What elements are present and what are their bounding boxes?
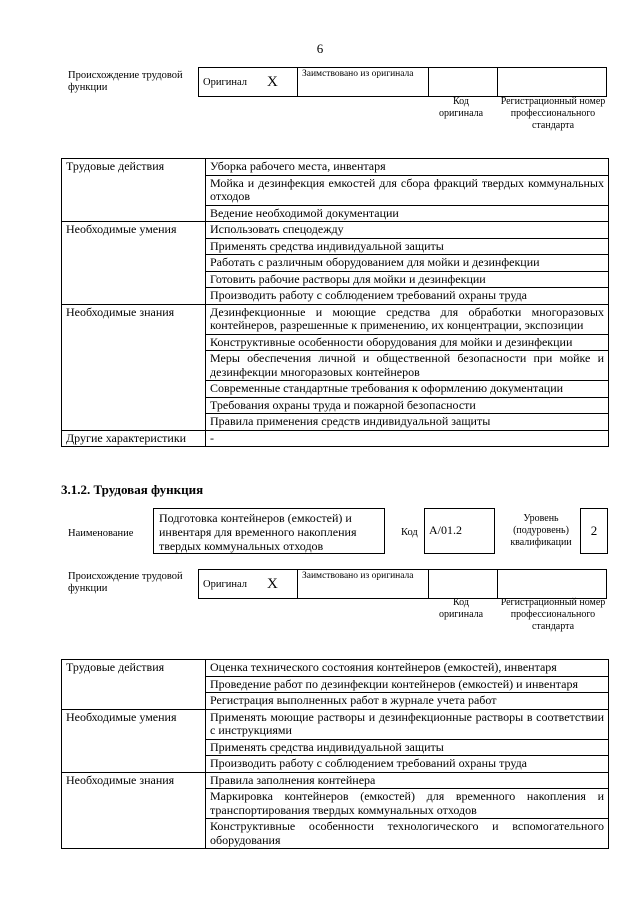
name-label: Наименование: [68, 528, 134, 539]
other-characteristics-label: Другие характеристики: [62, 430, 206, 447]
table-row: Применять средства индивидуальной защиты: [206, 739, 609, 756]
original-label: Оригинал: [199, 570, 264, 599]
skills-label: Необходимые умения: [62, 709, 206, 772]
origin-label: Происхождение трудовой функции: [68, 70, 183, 93]
skills-label: Необходимые умения: [62, 222, 206, 305]
table-row: Правила применения средств индивидуальной защиты: [206, 414, 609, 431]
reg-caption: Регистрационный номер профессионального стандарта: [500, 96, 606, 131]
kod-label: Код: [401, 527, 418, 538]
knowledge-label: Необходимые знания: [62, 304, 206, 430]
table-row: Применять средства индивидуальной защиты: [206, 238, 609, 255]
table-row: Использовать спецодежду: [206, 222, 609, 239]
table-row: Правила заполнения контейнера: [206, 772, 609, 789]
table-row: Регистрация выполненных работ в журнале учета работ: [206, 693, 609, 710]
code-cell: [429, 570, 498, 599]
borrowed-label: Заимствовано из оригинала: [298, 68, 429, 97]
table-row: Уборка рабочего места, инвентаря: [206, 159, 609, 176]
original-mark: X: [263, 68, 298, 97]
table-row: Маркировка контейнеров (емкостей) для временного накопления и транспортирования твердых коммунальных отходов: [206, 789, 609, 819]
code-caption: Код оригинала: [438, 96, 484, 119]
table-row: Работать с различным оборудованием для мойки и дезинфекции: [206, 255, 609, 272]
table-row: Конструктивные особенности технологического и вспомогательного оборудования: [206, 819, 609, 849]
kod-value: A/01.2: [424, 508, 495, 554]
labor-function-table-2: [61, 659, 609, 849]
page-number: 6: [316, 41, 324, 56]
table-row: Производить работу с соблюдением требований охраны труда: [206, 756, 609, 773]
labor-actions-label: Трудовые действия: [62, 660, 206, 710]
table-row: Меры обеспечения личной и общественной безопасности при мойке и дезинфекции многоразовых контейнеров: [206, 351, 609, 381]
level-label: Уровень (подуровень) квалификации: [510, 513, 572, 548]
origin-table: [198, 569, 607, 599]
reg-number-cell: [498, 570, 607, 599]
labor-function-table-1: [61, 158, 609, 447]
original-label: Оригинал: [199, 68, 264, 97]
table-row: Ведение необходимой документации: [206, 205, 609, 222]
table-row: Применять моющие растворы и дезинфекционные растворы в соответствии с инструкциями: [206, 709, 609, 739]
section-title: 3.1.2. Трудовая функция: [61, 482, 204, 497]
level-value: 2: [580, 508, 608, 554]
reg-caption: Регистрационный номер профессионального стандарта: [500, 597, 606, 632]
code-caption: Код оригинала: [438, 597, 484, 620]
table-row: Мойка и дезинфекция емкостей для сбора фракций твердых коммунальных отходов: [206, 175, 609, 205]
code-cell: [429, 68, 498, 97]
table-row: Современные стандартные требования к оформлению документации: [206, 381, 609, 398]
labor-actions-label: Трудовые действия: [62, 159, 206, 222]
borrowed-label: Заимствовано из оригинала: [298, 570, 429, 599]
table-row: Дезинфекционные и моющие средства для обработки многоразовых контейнеров, разрешенные к применению, их концентрации, экспозиции: [206, 304, 609, 334]
table-row: Готовить рабочие растворы для мойки и дезинфекции: [206, 271, 609, 288]
table-row: Проведение работ по дезинфекции контейнеров (емкостей) и инвентаря: [206, 676, 609, 693]
table-row: Конструктивные особенности оборудования для мойки и дезинфекции: [206, 334, 609, 351]
table-row: Оценка технического состояния контейнеров (емкостей), инвентаря: [206, 660, 609, 677]
original-mark: X: [263, 570, 298, 599]
origin-table: [198, 67, 607, 97]
reg-number-cell: [498, 68, 607, 97]
table-row: Требования охраны труда и пожарной безопасности: [206, 397, 609, 414]
function-name: Подготовка контейнеров (емкостей) и инвентаря для временного накопления твердых коммунальных отходов: [153, 508, 385, 554]
origin-label: Происхождение трудовой функции: [68, 571, 183, 594]
table-row: Производить работу с соблюдением требований охраны труда: [206, 288, 609, 305]
other-characteristics-value: -: [206, 430, 609, 447]
knowledge-label: Необходимые знания: [62, 772, 206, 849]
